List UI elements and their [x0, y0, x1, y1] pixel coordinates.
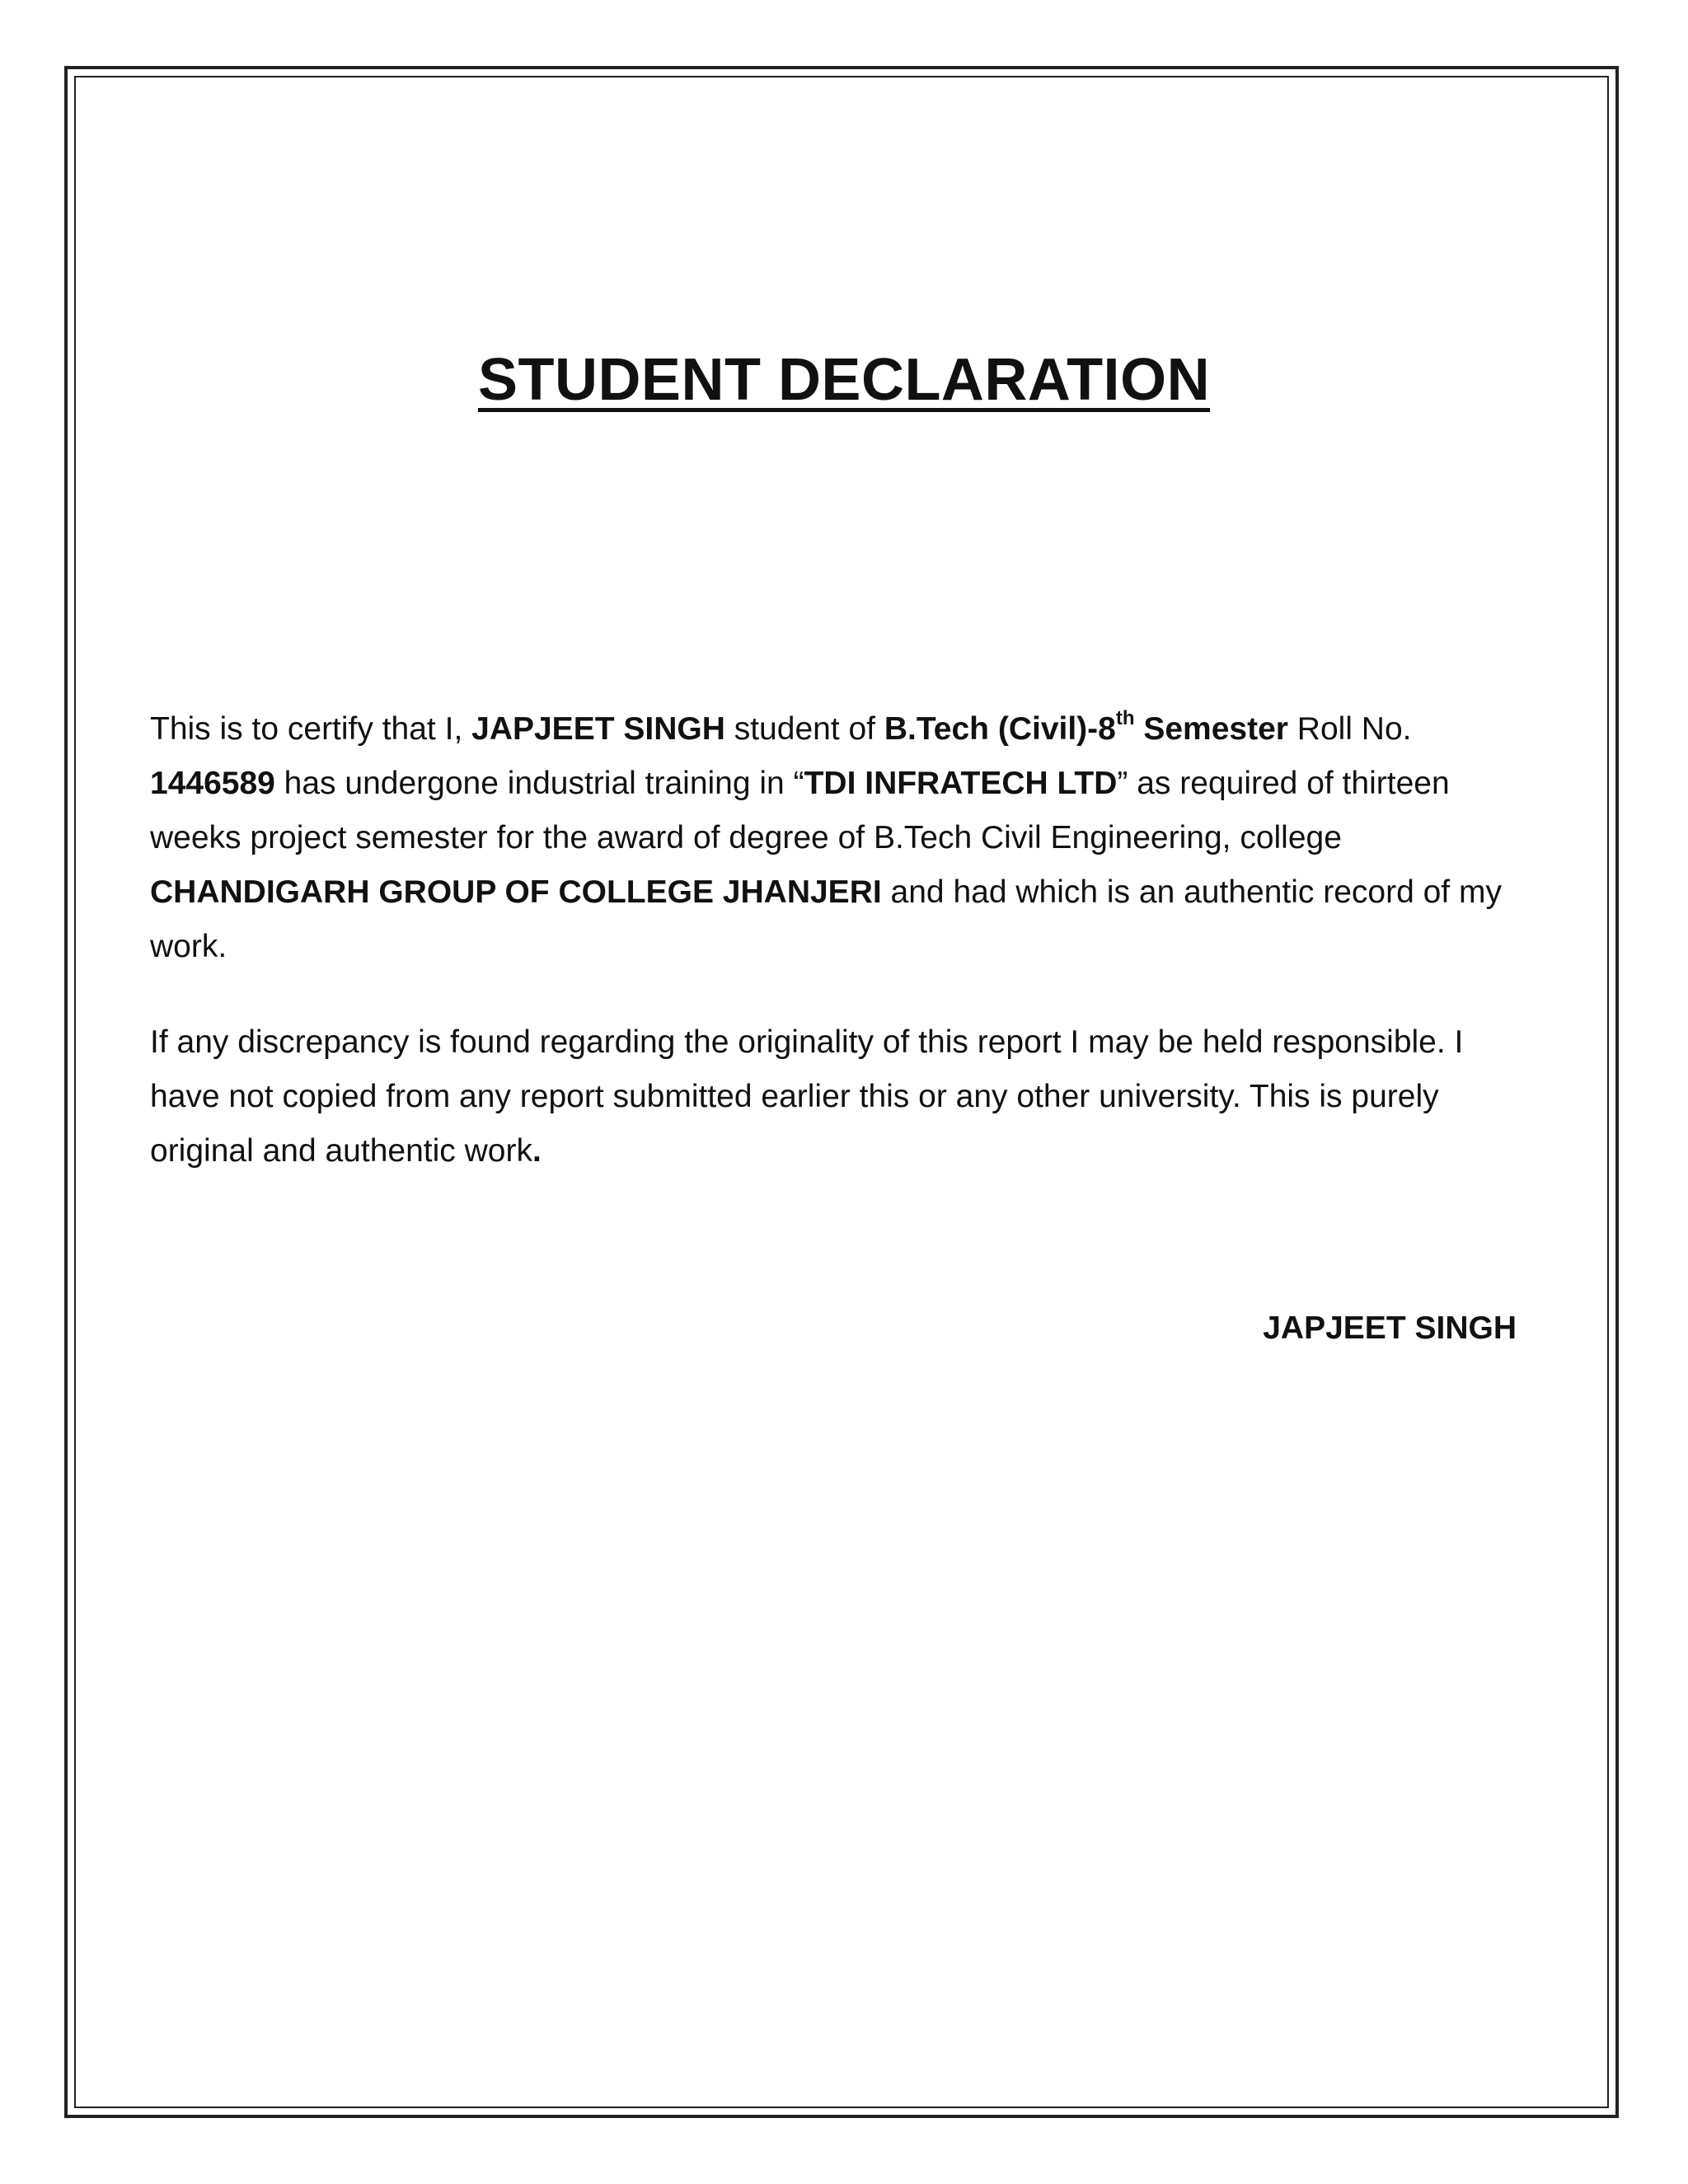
p2-end-period: . — [532, 1133, 542, 1169]
company-name: TDI INFRATECH LTD — [804, 766, 1118, 801]
p1-text-5: ” as required of thirteen weeks project semester for the award of degree of B.Tech Civil Engineering, college — [150, 766, 1450, 855]
p1-text-6: and had which is an authentic record of my work. — [150, 874, 1502, 964]
p2-text: If any discrepancy is found regarding the originality of this report I may be held responsible. I have not copied from any report submitted earlier this or any other university. This is purely original and authentic work — [150, 1024, 1464, 1169]
signature-name: JAPJEET SINGH — [1263, 1310, 1517, 1346]
p1-text-1: This is to certify that I, — [150, 711, 472, 747]
declaration-paragraph-2 — [150, 1015, 1518, 1179]
p1-text-4: has undergone industrial training in “ — [274, 766, 804, 801]
course-name: B.Tech (Civil)-8 — [884, 711, 1116, 747]
p1-text-3: Roll No. — [1287, 711, 1412, 747]
college-name: CHANDIGARH GROUP OF COLLEGE JHANJERI — [150, 874, 882, 910]
course-superscript: th — [1115, 707, 1135, 729]
p1-text-2: student of — [724, 711, 884, 747]
declaration-paragraph-1 — [150, 702, 1518, 974]
roll-number: 1446589 — [150, 766, 275, 801]
semester-label: Semester — [1134, 711, 1288, 747]
page-title-text: STUDENT DECLARATION — [477, 347, 1211, 413]
page-title — [0, 346, 1688, 414]
student-name: JAPJEET SINGH — [471, 711, 725, 747]
